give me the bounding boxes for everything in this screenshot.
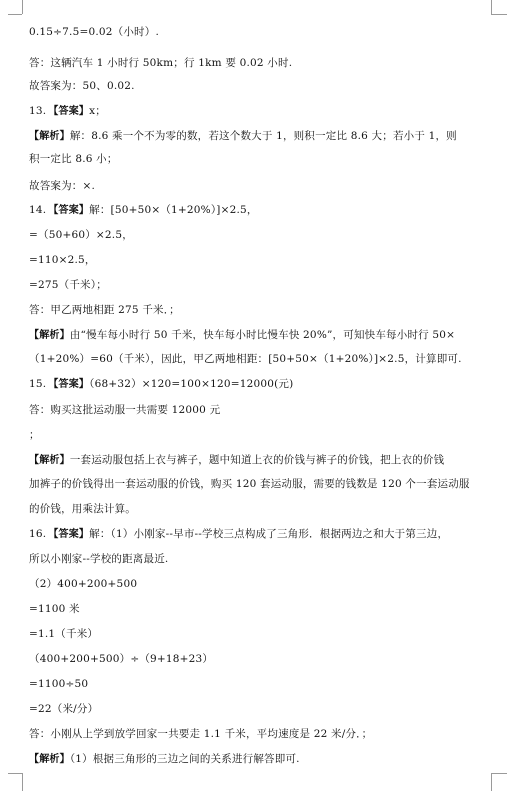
question-number: 16.	[29, 528, 47, 540]
line-text: 解：[50+50×（1+20%）]×2.5，	[89, 204, 258, 216]
line-text: 答：小刚从上学到放学回家一共要走 1.1 千米，平均速度是 22 米/分．；	[29, 728, 373, 740]
text-line	[29, 728, 507, 741]
question-number: 14.	[29, 204, 47, 216]
line-text: =1100÷50	[29, 678, 89, 690]
line-text: 答：这辆汽车 1 小时行 50km；行 1km 要 0.02 小时.	[29, 57, 293, 69]
text-line	[29, 578, 507, 591]
question-15-answer	[29, 378, 507, 391]
analysis-label: 【解析】	[29, 131, 70, 142]
text-line	[29, 279, 507, 292]
analysis-label: 【解析】	[29, 455, 70, 466]
text-line	[29, 703, 507, 716]
line-text: （400+200+500）÷（9+18+23）	[29, 653, 214, 665]
crop-mark-top-left-h	[8, 14, 22, 15]
line-text: =（50+60）×2.5，	[29, 229, 133, 241]
line-text: 解：（1）小刚家--早市--学校三点构成了三角形．根据两边之和大于第三边，	[89, 528, 449, 540]
question-14-analysis	[29, 329, 507, 342]
answer-label: 【答案】	[48, 205, 90, 216]
line-text: 故答案为：×.	[29, 180, 96, 192]
text-line	[29, 254, 507, 267]
text-line	[29, 26, 507, 39]
crop-mark-top-left-v	[22, 0, 23, 14]
answer-label: 【答案】	[48, 379, 90, 390]
question-16-answer	[29, 528, 507, 541]
text-line	[29, 628, 507, 641]
text-line	[29, 678, 507, 691]
question-number: 15.	[29, 378, 47, 390]
crop-mark-bottom-left-v	[22, 773, 23, 791]
line-text: 由“慢车每小时行 50 千米，快车每小时比慢车快 20%”，可知快车每小时行 50×	[69, 329, 456, 341]
text-line	[29, 80, 507, 93]
line-text: 加裤子的价钱得出一套运动服的价钱，购买 120 套运动服，需要的钱数是 120 个一套运动服	[29, 478, 470, 490]
question-number: 13.	[29, 105, 47, 117]
line-text: 的价钱，用乘法计算。	[29, 503, 136, 515]
crop-mark-top-right-v	[491, 0, 492, 14]
crop-mark-bottom-right-h	[491, 773, 507, 774]
text-line	[29, 653, 507, 666]
line-text: 答：甲乙两地相距 275 千米．；	[29, 304, 180, 316]
question-14-answer	[29, 204, 507, 217]
line-text: =275（千米）；	[29, 279, 107, 291]
line-text: 答：购买这批运动服一共需要 12000 元	[29, 404, 221, 416]
answer-label: 【答案】	[48, 529, 90, 540]
text-line	[29, 429, 507, 442]
line-text: 积一定比 8.6 小；	[29, 153, 118, 165]
text-line	[29, 153, 507, 166]
line-text: =1100 米	[29, 603, 80, 615]
line-text: （2）400+200+500	[29, 578, 138, 590]
crop-mark-top-right-h	[491, 14, 507, 15]
question-13-answer	[29, 105, 507, 118]
text-line	[29, 180, 507, 193]
text-line	[29, 553, 507, 566]
crop-mark-bottom-left-h	[8, 773, 22, 774]
line-text: 故答案为：50、0.02.	[29, 80, 135, 92]
question-16-analysis	[29, 753, 507, 766]
line-text: =110×2.5，	[29, 254, 96, 266]
question-13-analysis	[29, 130, 507, 143]
analysis-label: 【解析】	[29, 330, 70, 341]
line-text: 解：8.6 乘一个不为零的数，若这个数大于 1，则积一定比 8.6 大；若小于 1，则	[69, 130, 457, 142]
line-text: （1+20%）=60（千米），因此，甲乙两地相距：[50+50×（1+20%）]×2.5，计算即可.	[29, 353, 462, 365]
line-text: x；	[89, 105, 106, 117]
text-line	[29, 404, 507, 417]
crop-mark-bottom-right-v	[491, 773, 492, 791]
line-text: 0.15÷7.5=0.02（小时）.	[29, 26, 159, 38]
line-text: ；	[29, 429, 40, 441]
line-text: =22（米/分）	[29, 703, 99, 715]
text-line	[29, 503, 507, 516]
line-text: 一套运动服包括上衣与裤子，题中知道上衣的价钱与裤子的价钱，把上衣的价钱	[69, 454, 445, 466]
text-line	[29, 353, 507, 366]
line-text: （1）根据三角形的三边之间的关系进行解答即可.	[69, 753, 300, 765]
text-line	[29, 229, 507, 242]
answer-label: 【答案】	[48, 106, 90, 117]
text-line	[29, 57, 507, 70]
analysis-label: 【解析】	[29, 754, 70, 765]
text-line	[29, 304, 507, 317]
text-line	[29, 603, 507, 616]
text-line	[29, 478, 507, 491]
question-15-analysis	[29, 454, 507, 467]
line-text: 所以小刚家--学校的距离最近.	[29, 553, 169, 565]
line-text: （68+32）×120=100×120=12000(元)	[89, 378, 294, 390]
line-text: =1.1（千米）	[29, 628, 99, 640]
